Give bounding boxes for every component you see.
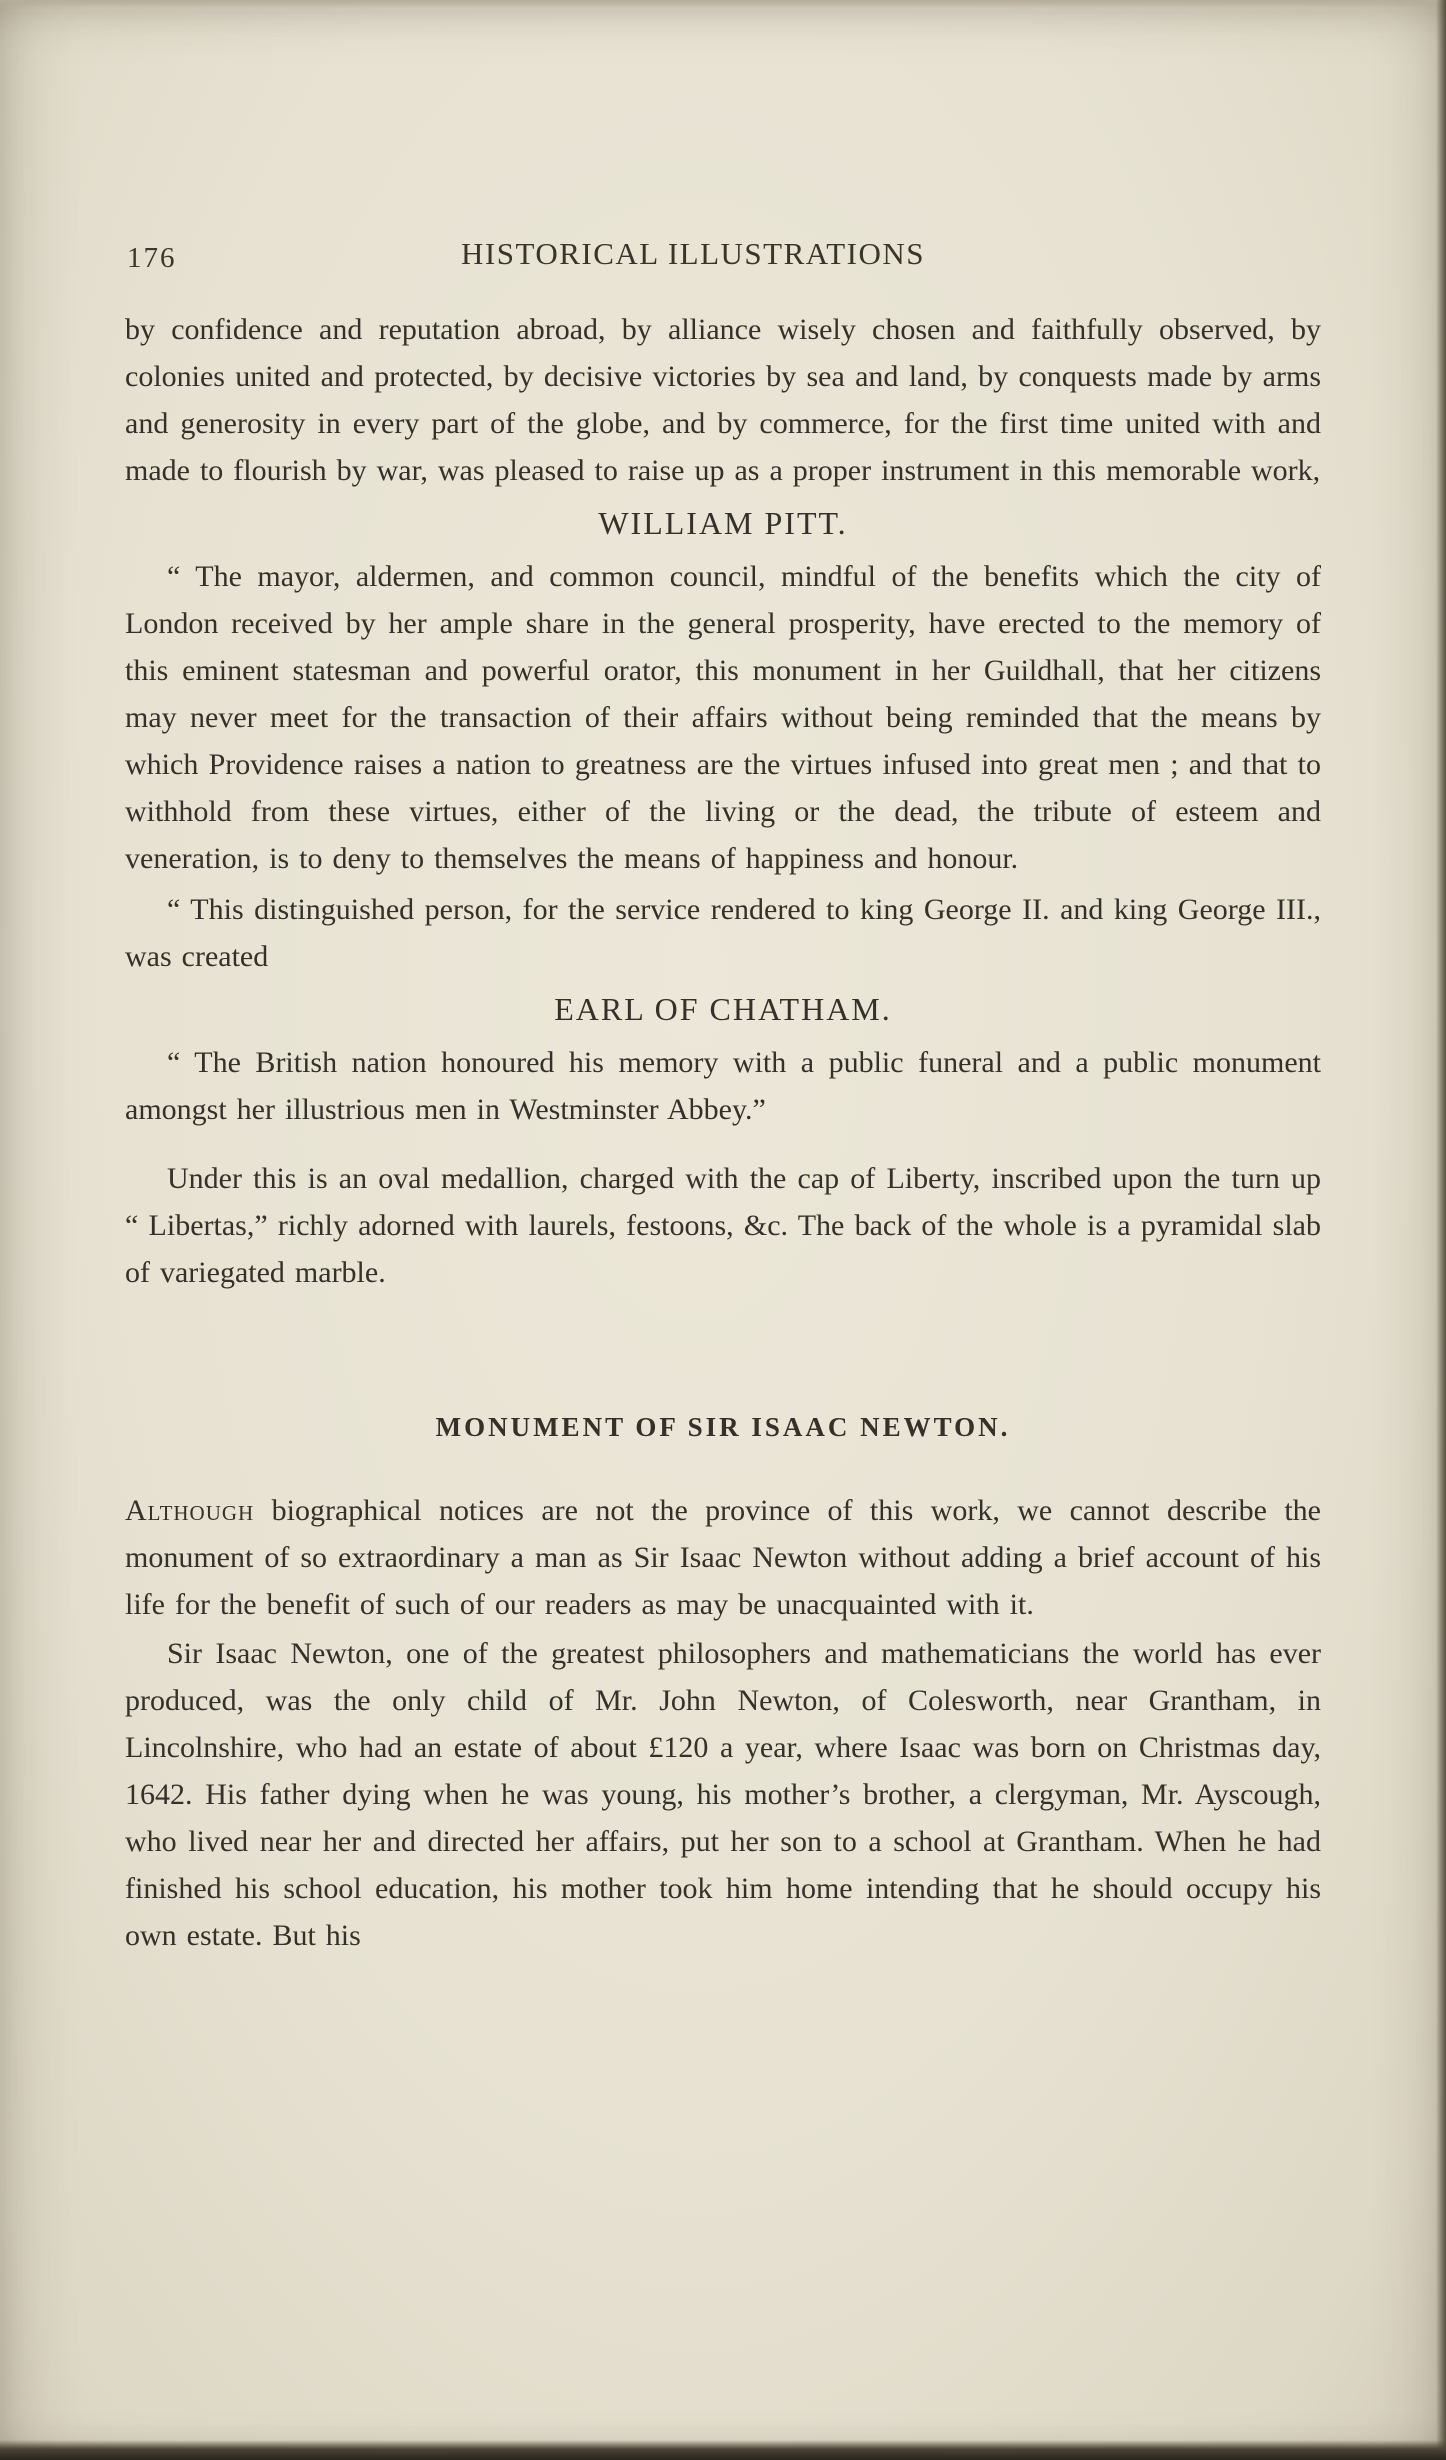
- paragraph-british-nation: “ The British nation honoured his memory with a public funeral and a public monument amongst her illustrious men in Westminster Abbey.”: [125, 1046, 1321, 1126]
- scan-edge-top: [0, 0, 1446, 8]
- paragraph-inscription: “ The mayor, aldermen, and common council, mindful of the benefits which the city of London received by her ample share in the general prosperity, have erected to the memory of this eminent statesman and powerful orator, this monument in her Guildhall, that her citizens may never meet for the transaction of their affairs without being reminded that the means by which Providence raises a nation to greatness are the virtues infused into great men ; and that to withhold from these virtues, either of the living or the dead, the tribute of esteem and veneration, is to deny to themselves the means of happiness and honour.: [125, 560, 1321, 875]
- lead-word: Although: [125, 1494, 255, 1527]
- text-block: [125, 0, 1321, 1959]
- section-heading-newton-monument: MONUMENT OF SIR ISAAC NEWTON.: [435, 1412, 1011, 1442]
- paragraph-newton-intro-rest: biographical notices are not the province of this work, we cannot describe the monument of so extraordinary a man as Sir Isaac Newton without adding a brief account of his life for the benefit of such of our readers as may be unacquainted with it.: [125, 1494, 1321, 1621]
- heading-earl-of-chatham: EARL OF CHATHAM.: [554, 991, 892, 1027]
- page-number: 176: [127, 242, 177, 274]
- scan-edge-right: [1436, 0, 1446, 2460]
- running-title: HISTORICAL ILLUSTRATIONS: [461, 236, 925, 271]
- paragraph-distinguished-person: “ This distinguished person, for the service rendered to king George II. and king George III., was created: [125, 893, 1321, 973]
- running-head: [125, 236, 1321, 280]
- paragraph-continuation: by confidence and reputation abroad, by alliance wisely chosen and faithfully observed, by colonies united and protected, by decisive victories by sea and land, by conquests made by arms and generosity in every part of the globe, and by commerce, for the first time united with and made to flourish by war, was pleased to raise up as a proper instrument in this memorable work,: [125, 313, 1321, 487]
- heading-william-pitt: WILLIAM PITT.: [598, 505, 848, 541]
- paragraph-newton-biography: Sir Isaac Newton, one of the greatest philosophers and mathematicians the world has ever produced, was the only child of Mr. John Newton, of Colesworth, near Grantham, in Lincolnshire, who had an estate of about £120 a year, where Isaac was born on Christmas day, 1642. His father dying when he was young, his mother’s brother, a clergyman, Mr. Ayscough, who lived near her and directed her affairs, put her son to a school at Grantham. When he had finished his school education, his mother took him home intending that he should occupy his own estate. But his: [125, 1637, 1321, 1952]
- paragraph-medallion: Under this is an oval medallion, charged with the cap of Liberty, inscribed upon the turn up “ Libertas,” richly adorned with laurels, festoons, &c. The back of the whole is a pyramidal slab of variegated marble.: [125, 1162, 1321, 1289]
- scan-edge-bottom: [0, 2440, 1446, 2460]
- paragraph-newton-intro: [125, 1487, 1321, 1628]
